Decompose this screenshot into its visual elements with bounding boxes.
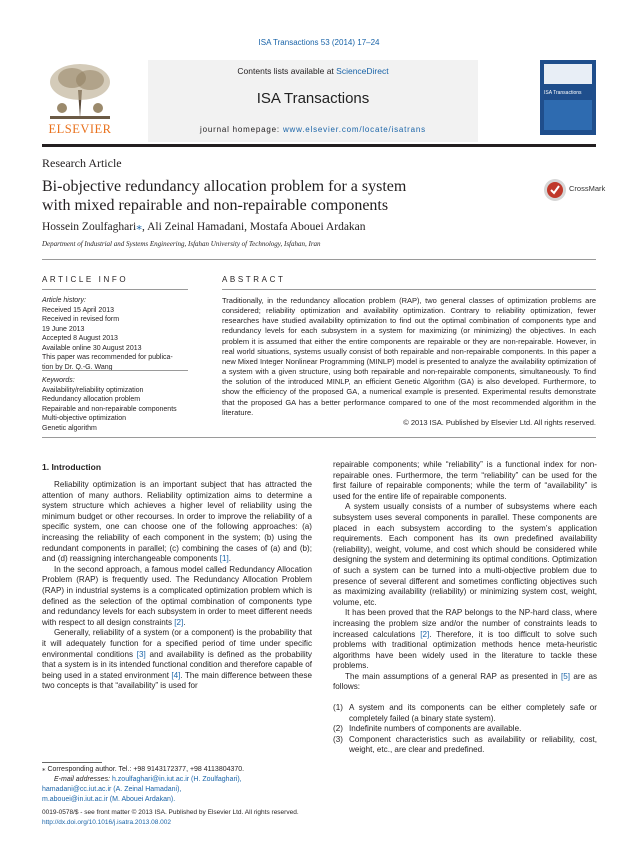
article-title [42, 177, 512, 215]
doi-link[interactable]: http://dx.doi.org/10.1016/j.isatra.2013.08.002 [42, 819, 172, 826]
email-link[interactable]: h.zoulfaghari@in.iut.ac.ir (H. Zoulfaghari), [111, 776, 242, 783]
author-list [42, 219, 366, 233]
paragraph: Reliability optimization is an important subject that has attracted the attention of many authors. Reliability optimization aims to determine a system structure which achieves a higher level of reliability using the minimum budget or other recourses. In order to improve the reliability of a specific system, one can choose one of the following approaches: (a) increasing the reliability of each component in the system; (b) using the redundant components in parallel; (c) combining the cases of (a) and (b); and (d) reassigning interchangeable components [1]. [42, 480, 312, 564]
paragraph: It has been proved that the RAP belongs to the NP-hard class, where increasing the problem size and/or the number of constraints leads to increased calculations [2]. Therefore, it is too difficult to solve such problems with traditional optimization methods hence meta-heuristic algorithms have been widely used in the literature to tackle these problems. [333, 608, 597, 671]
journal-title: ISA Transactions [256, 90, 370, 107]
keyword: Redundancy allocation problem [42, 396, 141, 403]
keywords [42, 376, 188, 433]
section-heading-introduction: 1. Introduction [42, 462, 102, 472]
paragraph: Generally, reliability of a system (or a component) is the probability that it will adequately function for a specified period of time under specific environmental conditions [3] and availability is defined as the probability that a system is in its intended functional condition and therefore capable of being used in a stated environment [4]. The main difference between these two concepts is that “availability” is used for [42, 628, 312, 691]
corresponding-author-note: ⁎ Corresponding author. Tel.: +98 9143172377, +98 4113804370. [42, 766, 245, 773]
citation-link[interactable]: [1] [219, 554, 229, 564]
journal-homepage [148, 125, 478, 134]
history-line: Received in revised form [42, 316, 120, 323]
history-line: Received 15 April 2013 [42, 306, 114, 314]
abstract-paragraph: Traditionally, in the redundancy allocation problem (RAP), two general classes of optimization problems are considered; reliability optimization and availability optimization. Contrary to reliability optimization, fewer researches have studied availability optimization to find out the optimal combination of components type and redundancy levels for each subsystem in a system for maximizing (or minimizing) the objectives. In each problem it is assumed that either the entire components are repairable or they are non-repairable. However, in real world situations, systems usually consist of both repairable and non-repairable components. In this paper a new Mixed Integer Nonlinear Programming (MINLP) model is presented to analyze the availability optimization of a system with a given structure, using both repairable and non-repairable components, simultaneously. To find the solution of the introduced MINLP, an efficient Genetic Algorithm (GA) is also developed. Furthermore, to show the efficiency of the proposed GA, a numerical example is presented. Experimental results demonstrate that the proposed GA has a better performance compared to one of the most recommended algorithm in the literature. [222, 296, 596, 417]
paragraph: The main assumptions of a general RAP as presented in [5] are as follows: [333, 671, 597, 692]
corresponding-author-mark[interactable]: ⁎ [136, 221, 142, 233]
email-link[interactable]: m.abouei@in.iut.ac.ir (M. Abouei Ardakan). [42, 796, 176, 803]
keywords-rule [42, 370, 188, 371]
right-column [333, 460, 597, 756]
citation-link[interactable]: [4] [171, 670, 181, 680]
abstract-bottom-rule [42, 437, 596, 438]
article-info-heading: ARTICLE INFO [42, 275, 129, 284]
citation-link[interactable]: [2] [174, 617, 184, 627]
crossmark-icon[interactable] [543, 178, 567, 202]
article-type: Research Article [42, 156, 122, 170]
journal-reference[interactable]: ISA Transactions 53 (2014) 17–24 [258, 38, 380, 47]
article-info-rule [42, 289, 188, 290]
front-matter [42, 808, 442, 828]
affiliation-rule [42, 259, 596, 260]
citation-link[interactable]: [3] [136, 649, 146, 659]
footnote [42, 765, 302, 805]
author-1[interactable]: Hossein Zoulfaghari [42, 221, 137, 233]
article-history [42, 296, 188, 372]
keyword: Multi-objective optimization [42, 415, 127, 422]
keyword: Genetic algorithm [42, 424, 97, 432]
paragraph: repairable components; while “reliability” is a functional index for non-repairable ones. Furthermore, the term “reliability” can be used for the first failure of repairable components; while the term of “availability” is used for the entire life of repairable components. [333, 460, 597, 501]
citation-link[interactable]: [5] [561, 671, 571, 681]
authors-rest: , Ali Zeinal Hamadani, Mostafa Abouei Ardakan [141, 221, 366, 233]
history-line: Available online 30 August 2013 [42, 344, 142, 352]
list-item: (2) Indefinite numbers of components are available. [333, 724, 522, 734]
contents-prefix: Contents lists available at [237, 66, 337, 76]
homepage-link[interactable]: www.elsevier.com/locate/isatrans [282, 125, 426, 134]
list-item: (3) Component characteristics such as availability or reliability, cost, weight, etc., are clear and predefined. [333, 734, 597, 755]
keyword: Availability/reliability optimization [42, 386, 144, 394]
abstract-copyright: © 2013 ISA. Published by Elsevier Ltd. All rights reserved. [403, 417, 596, 427]
history-line: tion by Dr. Q.-G. Wang [42, 363, 113, 371]
citation-link[interactable]: [2] [420, 629, 430, 639]
paragraph: A system usually consists of a number of subsystems where each subsystem uses several components in parallel. These components are placed in each subsystem according to the system’s application requirements. Each component has its own predefined availability (reliability), weight, volume, and cost which should be considered while designing the system and determining its optimal conditions. Optimization of such a system can be turned into a multi-objective problem due to presence of several different and sometimes conflicting objectives such as maximizing availability (reliability) or minimizing system cost, weight, volume, etc. [333, 502, 597, 607]
article-history-label: Article history: [42, 297, 86, 304]
abstract-rule [222, 289, 596, 290]
cover-title: ISA Transactions [544, 90, 582, 96]
history-line: Accepted 8 August 2013 [42, 335, 118, 342]
header-rule [42, 144, 596, 147]
abstract-heading: ABSTRACT [222, 275, 286, 284]
elsevier-wordmark: ELSEVIER [48, 122, 112, 136]
list-item: (1) A system and its components can be either completely safe or completely failed (a binary state system). [333, 703, 597, 723]
journal-cover-image [540, 60, 596, 135]
left-column [42, 480, 312, 692]
contents-line [148, 66, 478, 76]
email-addresses: E-mail addresses: h.zoulfaghari@in.iut.ac.ir (H. Zoulfaghari), [54, 776, 242, 783]
homepage-prefix: journal homepage: [200, 125, 283, 134]
keywords-label: Keywords: [42, 377, 75, 384]
title-line-1: Bi-objective redundancy allocation problem for a system [42, 178, 407, 195]
affiliation: Department of Industrial and Systems Engineering, Isfahan University of Technology, Isfahan, Iran [42, 240, 321, 248]
title-line-2: with mixed repairable and non-repairable components [42, 197, 389, 214]
history-line: 19 June 2013 [42, 325, 85, 333]
history-line: This paper was recommended for publica- [42, 354, 173, 361]
keyword: Repairable and non-repairable components [42, 405, 177, 413]
footnote-rule [42, 762, 102, 763]
issn-line: 0019-0578/$ - see front matter © 2013 ISA. Published by Elsevier Ltd. All rights reserved. [42, 809, 299, 816]
paragraph: In the second approach, a famous model called Redundancy Allocation Problem (RAP) is frequently used. The Redundancy Allocation Problem (RAP) in industrial systems is a complicated optimization problem which is defined as the selection of the optimal combination of components type and redundancy levels for each subsystem in order to meet different needs with respect to all design constraints [2]. [42, 564, 312, 627]
crossmark-label[interactable]: CrossMark [569, 184, 606, 193]
assumptions-list [333, 703, 597, 756]
email-link[interactable]: hamadani@cc.iut.ac.ir (A. Zeinal Hamadani), [42, 786, 182, 793]
abstract-body [222, 296, 596, 428]
sciencedirect-link[interactable]: ScienceDirect [336, 66, 389, 76]
